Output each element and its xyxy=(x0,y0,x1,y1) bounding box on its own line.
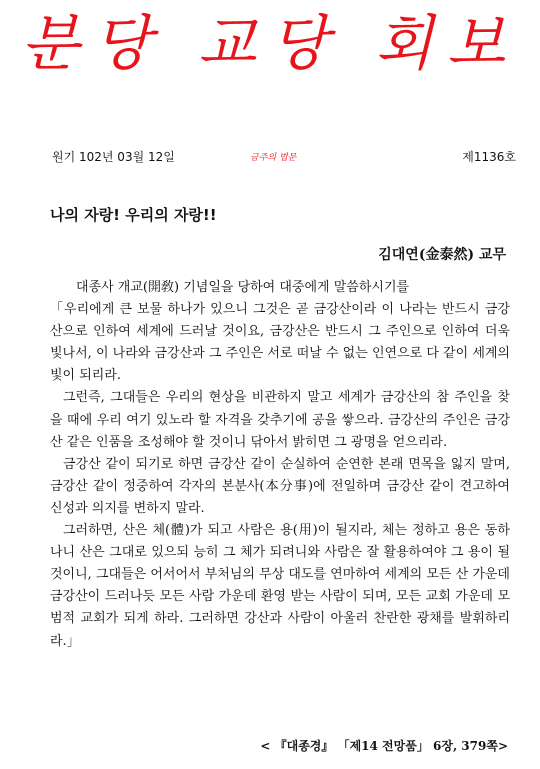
article-author: 김대연(金泰然) 교무 xyxy=(378,247,506,263)
paragraph-intro: 대종사 개교(開敎) 기념일을 당하여 대중에게 말씀하시기를 xyxy=(76,280,410,295)
issue-date: 원기 102년 03월 12일 xyxy=(52,150,175,164)
paragraph-4: 그러하면, 산은 체(體)가 되고 사람은 용(用)이 될지라, 체는 정하고 용은 동하나니 산은 그대로 있으되 능히 그 체가 되려니와 사람은 잘 활용하여야 그 용이 될 것이니, 그대들은 어서어서 부처님의 무상 대도를 연마하여 세계의 모든 산 가운데 금강산이 드러나듯 모든 사람 가운데 환영 받는 사람이 되며, 모든 교회 가운데 모범적 교회가 되게 하라. 그러하면 강산과 사람이 아울러 찬란한 광채를 발휘하리라.」 xyxy=(50,523,510,649)
scripture-citation: < 『대종경』 「제14 전망품」 6장, 379쪽> xyxy=(260,739,508,753)
article-title: 나의 자랑! 우리의 자랑!! xyxy=(50,206,217,224)
paragraph-1: 「우리에게 큰 보물 하나가 있으니 그것은 곧 금강산이라 이 나라는 반드시 금강산으로 인하여 세계에 드러날 것이요, 금강산은 반드시 그 주인으로 인하여 더욱 빛나서, 이 나라와 금강산과 그 주인은 서로 떠날 수 없는 인연으로 다 같이 세계의 빛이 되리라. xyxy=(50,302,510,384)
issue-number: 제1136호 xyxy=(462,150,516,164)
section-label: 금주의 법문 xyxy=(250,153,297,163)
paragraph-2: 그런즉, 그대들은 우리의 현상을 비관하지 말고 세계가 금강산의 참 주인을 찾을 때에 우리 여기 있노라 할 자격을 갖추기에 공을 쌓으라. 금강산의 주인은 금강산 같은 인품을 조성해야 할 것이니 닦아서 밝히면 그 광명을 얻으리라. xyxy=(50,390,510,450)
newsletter-masthead: 분당 교당 회보 xyxy=(21,9,519,79)
paragraph-3: 금강산 같이 되기로 하면 금강산 같이 순실하여 순연한 본래 면목을 잃지 말며, 금강산 같이 정중하여 각자의 본분사(本分事)에 전일하며 금강산 같이 견고하여 신성과 의지를 변하지 말라. xyxy=(50,456,510,516)
article-body xyxy=(50,277,510,653)
